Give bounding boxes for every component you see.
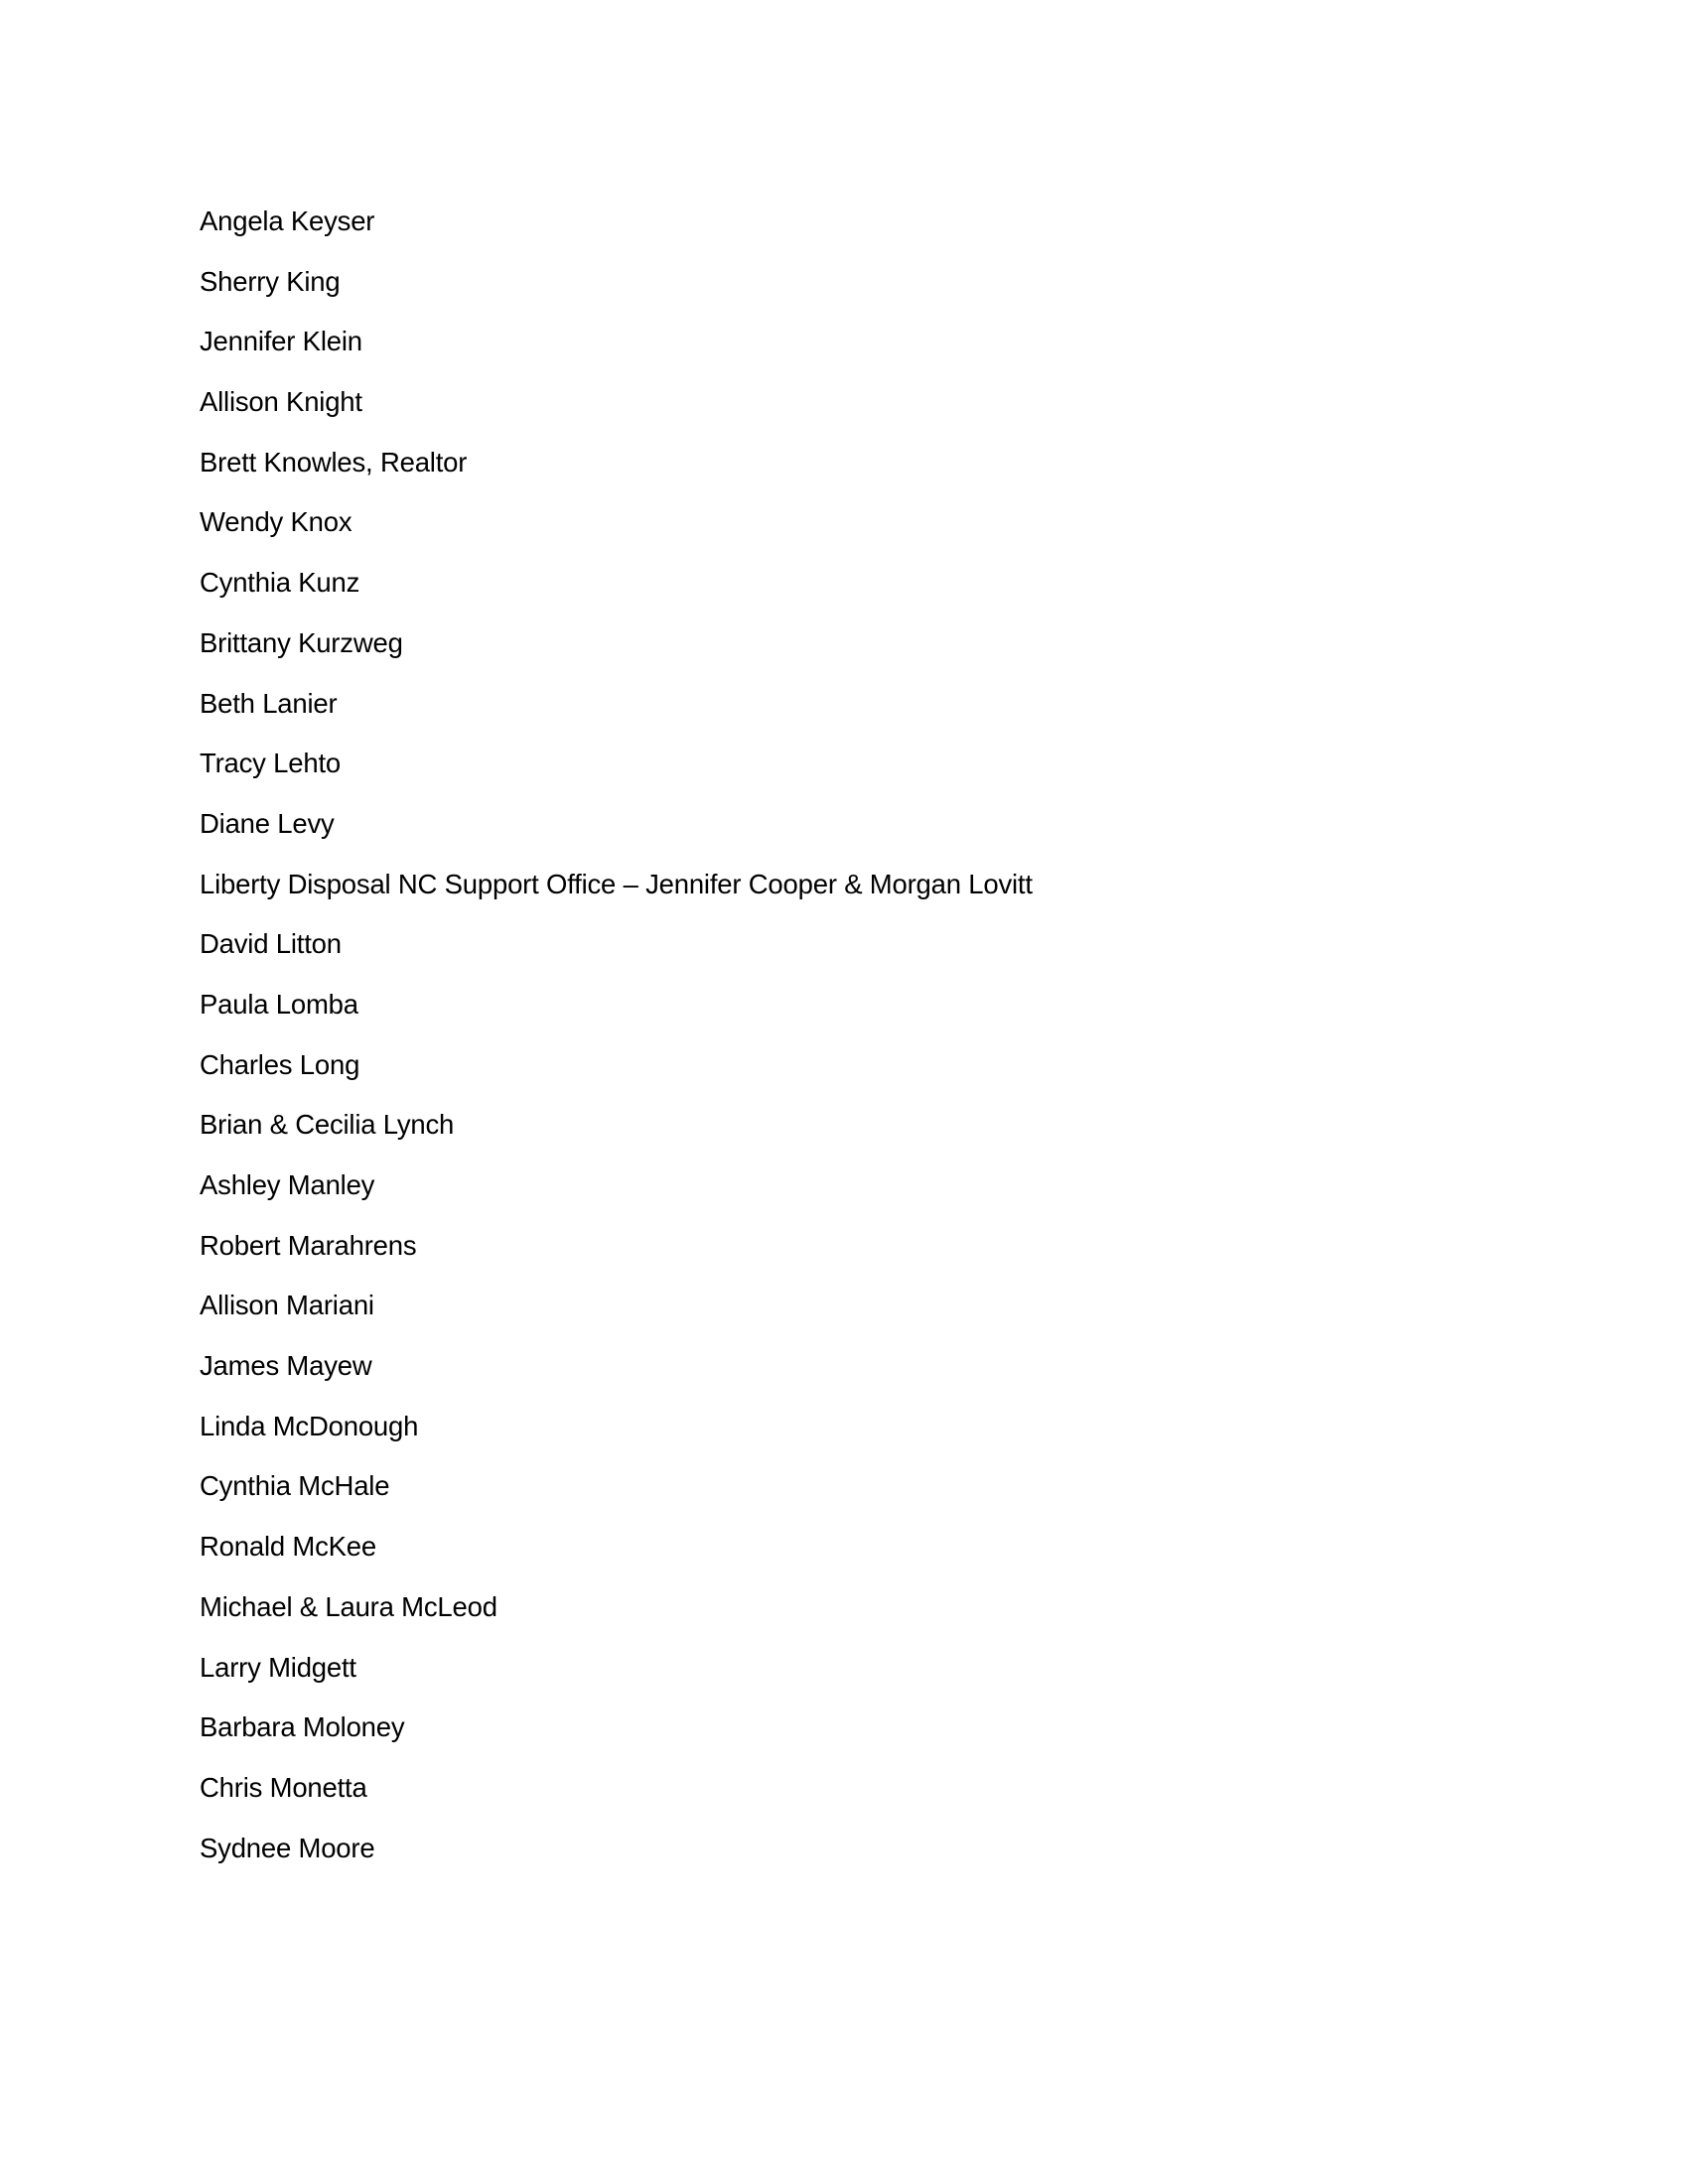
name-text: James Mayew (200, 1350, 372, 1382)
list-item (200, 1466, 1033, 1527)
name-text: Jennifer Klein (200, 326, 362, 357)
name-text: Liberty Disposal NC Support Office – Jennifer Cooper & Morgan Lovitt (200, 868, 1033, 899)
list-item (200, 804, 1033, 865)
name-text: Sydnee Moore (200, 1832, 375, 1863)
list-item (200, 502, 1033, 563)
name-text: Robert Marahrens (200, 1229, 417, 1261)
list-item (200, 865, 1033, 925)
list-item (200, 924, 1033, 985)
list-item (200, 1165, 1033, 1226)
name-text: Barbara Moloney (200, 1711, 405, 1743)
list-item (200, 1829, 1033, 1889)
name-text: Ronald McKee (200, 1531, 376, 1563)
name-text: Allison Knight (200, 386, 362, 418)
list-item (200, 1527, 1033, 1587)
list-item (200, 1707, 1033, 1768)
name-text: Linda McDonough (200, 1410, 419, 1441)
name-text: Charles Long (200, 1048, 360, 1080)
list-item (200, 684, 1033, 745)
list-item (200, 382, 1033, 443)
list-item (200, 1226, 1033, 1287)
name-text: Allison Mariani (200, 1290, 374, 1321)
name-text: Larry Midgett (200, 1651, 356, 1683)
name-text: Cynthia Kunz (200, 567, 360, 599)
list-item (200, 1648, 1033, 1708)
list-item (200, 1587, 1033, 1648)
name-text: Brittany Kurzweg (200, 626, 403, 658)
list-item (200, 262, 1033, 323)
list-item (200, 985, 1033, 1045)
name-text: Sherry King (200, 265, 341, 297)
name-text: Cynthia McHale (200, 1470, 390, 1502)
name-text: Angela Keyser (200, 205, 375, 236)
list-item (200, 1105, 1033, 1165)
name-text: Chris Monetta (200, 1771, 367, 1803)
name-text: Beth Lanier (200, 687, 338, 719)
name-text: Diane Levy (200, 807, 335, 839)
list-item (200, 1045, 1033, 1106)
list-item (200, 1407, 1033, 1467)
list-item (200, 1768, 1033, 1829)
list-item (200, 202, 1033, 262)
list-item (200, 1346, 1033, 1407)
list-item (200, 1286, 1033, 1346)
list-item (200, 322, 1033, 382)
name-text: Brian & Cecilia Lynch (200, 1109, 455, 1141)
list-item (200, 623, 1033, 684)
list-item (200, 563, 1033, 623)
name-text: Michael & Laura McLeod (200, 1590, 497, 1622)
name-list (200, 202, 1033, 1888)
name-text: Brett Knowles, Realtor (200, 446, 468, 478)
name-text: David Litton (200, 928, 342, 960)
name-text: Tracy Lehto (200, 748, 341, 779)
name-text: Paula Lomba (200, 988, 358, 1020)
list-item (200, 443, 1033, 503)
name-text: Ashley Manley (200, 1169, 375, 1200)
name-text: Wendy Knox (200, 506, 352, 538)
list-item (200, 744, 1033, 804)
